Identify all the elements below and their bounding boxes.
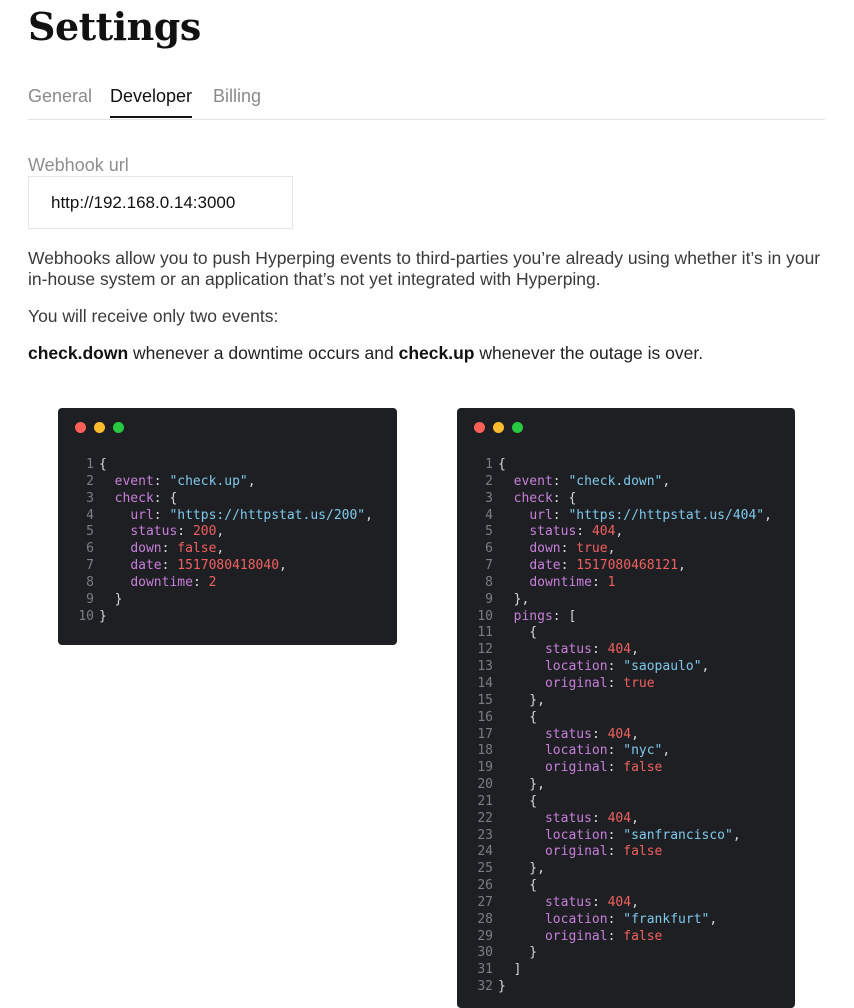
event-name-check-down: check.down [28, 343, 129, 363]
line-number: 19 [477, 760, 493, 776]
line-number: 21 [477, 793, 493, 809]
code-line: 22 status: 404, [457, 811, 795, 828]
event-text-check-up: whenever the outage is over. [474, 343, 704, 363]
code-line: 3 check: { [457, 491, 795, 508]
line-number: 24 [477, 844, 493, 860]
line-number: 27 [477, 894, 493, 910]
webhook-description: Webhooks allow you to push Hyperping events to third-parties you’re already using whether it’s in your in-house system or an application that’s not yet integrated with Hyperping. [28, 248, 821, 289]
code-line: 1 { [58, 457, 397, 474]
line-number: 20 [477, 777, 493, 793]
maximize-dot-icon [113, 422, 124, 433]
code-line: 1 { [457, 457, 795, 474]
line-number: 3 [86, 490, 94, 506]
code-line: 7 date: 1517080418040, [58, 558, 397, 575]
line-number: 13 [477, 659, 493, 675]
code-block [58, 457, 397, 625]
code-line: 8 downtime: 2 [58, 575, 397, 592]
code-line: 28 location: "frankfurt", [457, 912, 795, 929]
line-number: 2 [485, 473, 493, 489]
code-line: 31 ] [457, 962, 795, 979]
tab-billing[interactable]: Billing [213, 86, 262, 106]
code-line: 16 { [457, 710, 795, 727]
code-line: 23 location: "sanfrancisco", [457, 828, 795, 845]
line-number: 8 [86, 574, 94, 590]
code-window-check-down [457, 408, 795, 1008]
line-number: 4 [485, 507, 493, 523]
code-line: 9 } [58, 592, 397, 609]
line-number: 28 [477, 911, 493, 927]
line-number: 4 [86, 507, 94, 523]
code-line: 4 url: "https://httpstat.us/404", [457, 508, 795, 525]
webhook-url-label: Webhook url [28, 155, 129, 175]
line-number: 7 [485, 558, 493, 574]
line-number: 26 [477, 878, 493, 894]
line-number: 31 [477, 962, 493, 978]
code-line: 24 original: false [457, 844, 795, 861]
line-number: 22 [477, 810, 493, 826]
page-title: Settings [28, 4, 201, 49]
line-number: 12 [477, 642, 493, 658]
close-dot-icon [75, 422, 86, 433]
code-line: 12 status: 404, [457, 642, 795, 659]
code-line: 14 original: true [457, 676, 795, 693]
code-line: 2 event: "check.down", [457, 474, 795, 491]
code-line: 9 }, [457, 592, 795, 609]
line-number: 17 [477, 726, 493, 742]
code-line: 4 url: "https://httpstat.us/200", [58, 508, 397, 525]
minimize-dot-icon [493, 422, 504, 433]
code-line: 6 down: true, [457, 541, 795, 558]
code-line: 10 } [58, 609, 397, 626]
tab-general[interactable]: General [28, 86, 93, 106]
line-number: 10 [477, 608, 493, 624]
code-line: 25 }, [457, 861, 795, 878]
line-number: 5 [86, 524, 94, 540]
line-number: 30 [477, 945, 493, 961]
line-number: 9 [485, 591, 493, 607]
line-number: 6 [86, 541, 94, 557]
code-line: 6 down: false, [58, 541, 397, 558]
line-number: 16 [477, 709, 493, 725]
code-line: 17 status: 404, [457, 727, 795, 744]
line-number: 14 [477, 675, 493, 691]
line-number: 3 [485, 490, 493, 506]
code-line: 29 original: false [457, 929, 795, 946]
line-number: 18 [477, 743, 493, 759]
code-line: 7 date: 1517080468121, [457, 558, 795, 575]
code-line: 3 check: { [58, 491, 397, 508]
event-name-check-up: check.up [398, 343, 475, 363]
maximize-dot-icon [512, 422, 523, 433]
code-line: 11 { [457, 625, 795, 642]
code-line: 32 } [457, 979, 795, 996]
window-controls [75, 422, 132, 434]
close-dot-icon [474, 422, 485, 433]
tab-developer[interactable]: Developer [110, 86, 192, 118]
code-line: 26 { [457, 878, 795, 895]
events-description [28, 343, 828, 364]
window-controls [474, 422, 531, 434]
code-line: 5 status: 200, [58, 524, 397, 541]
line-number: 25 [477, 861, 493, 877]
code-line: 30 } [457, 945, 795, 962]
line-number: 6 [485, 541, 493, 557]
line-number: 32 [477, 979, 493, 995]
code-line: 27 status: 404, [457, 895, 795, 912]
line-number: 9 [86, 591, 94, 607]
line-number: 10 [78, 608, 94, 624]
events-intro: You will receive only two events: [28, 306, 279, 326]
code-block [457, 457, 795, 996]
code-line: 8 downtime: 1 [457, 575, 795, 592]
line-number: 1 [485, 457, 493, 472]
code-line: 21 { [457, 794, 795, 811]
line-number: 29 [477, 928, 493, 944]
code-window-check-up [58, 408, 397, 645]
line-number: 15 [477, 692, 493, 708]
line-number: 11 [477, 625, 493, 641]
code-line: 13 location: "saopaulo", [457, 659, 795, 676]
code-line: 19 original: false [457, 760, 795, 777]
webhook-url-input[interactable] [28, 176, 293, 229]
code-line: 5 status: 404, [457, 524, 795, 541]
minimize-dot-icon [94, 422, 105, 433]
event-text-check-down: whenever a downtime occurs and [128, 343, 399, 363]
line-number: 8 [485, 574, 493, 590]
line-number: 7 [86, 558, 94, 574]
code-line: 2 event: "check.up", [58, 474, 397, 491]
code-line: 10 pings: [ [457, 609, 795, 626]
code-line: 18 location: "nyc", [457, 743, 795, 760]
code-line: 20 }, [457, 777, 795, 794]
code-line: 15 }, [457, 693, 795, 710]
line-number: 23 [477, 827, 493, 843]
line-number: 1 [86, 457, 94, 472]
line-number: 2 [86, 473, 94, 489]
settings-tabs [28, 86, 825, 120]
line-number: 5 [485, 524, 493, 540]
